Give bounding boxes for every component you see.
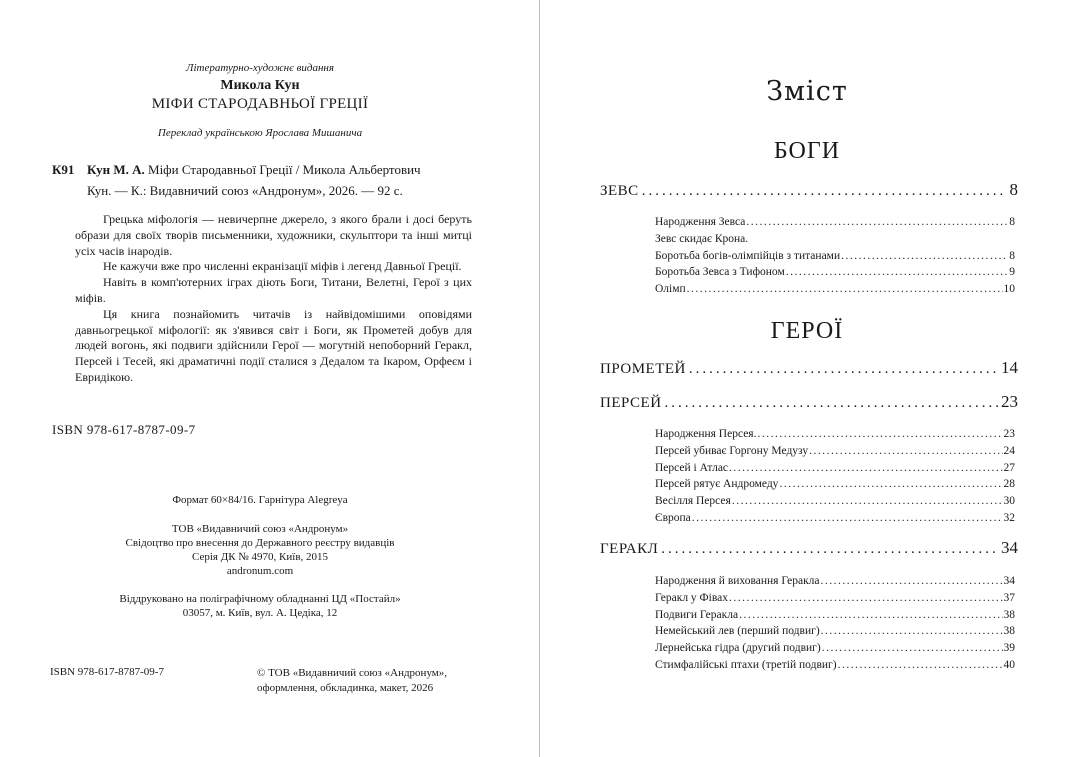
- subentry-title: Європа: [655, 511, 691, 524]
- subentry-title: Олімп: [655, 283, 686, 296]
- printer-line: Віддруковано на поліграфічному обладнанні ЦД «Постайл»: [119, 593, 401, 605]
- toc-subentry[interactable]: [655, 625, 1015, 642]
- toc-entry-title: ЗЕВС: [600, 183, 639, 199]
- abstract-paragraph: Грецька міфологія — невичерпне джерело, з якого брали і досі беруть образи для своїх творів письменники, художники, скульптори та інші митці усіх часів інародів.: [75, 212, 472, 258]
- subentry-title: Персей і Атлас: [655, 461, 729, 474]
- dot-leader: [687, 283, 1003, 295]
- subentry-title: Боротьба богів-олімпійців з титанами: [655, 249, 841, 262]
- toc-entry-perseus[interactable]: [600, 392, 1018, 412]
- subentry-title: Зевс скидає Крона.: [655, 232, 749, 245]
- dot-leader: [838, 659, 1003, 671]
- subentry-page: 39: [1003, 642, 1015, 655]
- subentry-title: Стимфалійські птахи (третій подвиг): [655, 658, 837, 671]
- author-name: Микола Кун: [220, 78, 300, 93]
- section-heading-gods: БОГИ: [773, 138, 841, 164]
- toc-sublist-perseus: [655, 428, 1015, 529]
- isbn: ISBN 978-617-8787-09-7: [52, 422, 196, 437]
- catalog-line-2: Кун. — К.: Видавничий союз «Андронум», 2026. — 92 с.: [87, 183, 403, 198]
- toc-subentry[interactable]: [655, 575, 1015, 592]
- toc-subentry[interactable]: [655, 283, 1015, 300]
- subentry-page: 9: [1009, 266, 1015, 279]
- subentry-page: 30: [1003, 495, 1015, 508]
- dot-leader: [739, 609, 1002, 621]
- abstract-paragraph: Не кажучи вже про численні екранізації міфів і легенд Давньої Греції.: [103, 259, 462, 274]
- dot-leader: [822, 642, 1003, 654]
- toc-entry-page: 8: [1009, 180, 1018, 199]
- format-info: Формат 60×84/16. Гарнітура Alegreya: [172, 494, 348, 506]
- subentry-page: 40: [1003, 658, 1015, 671]
- copyright-notice: [257, 666, 447, 696]
- dot-leader: [821, 625, 1003, 637]
- toc-subentry[interactable]: [655, 216, 1015, 233]
- dot-leader: [729, 592, 1003, 604]
- subentry-title: Весілля Персея: [655, 495, 731, 508]
- isbn-footer: ISBN 978-617-8787-09-7: [50, 666, 164, 678]
- printer-info: [0, 592, 520, 620]
- toc-subentry[interactable]: [655, 592, 1015, 609]
- dot-leader: [821, 575, 1003, 587]
- dot-leader: [689, 361, 998, 378]
- subentry-title: Народження Персея.: [655, 428, 757, 440]
- catalog-line-1: [87, 161, 421, 179]
- publisher-website: andronum.com: [226, 565, 294, 577]
- contents-page: [541, 0, 1073, 757]
- toc-subentry[interactable]: [655, 462, 1015, 479]
- toc-subentry[interactable]: [655, 478, 1015, 495]
- catalog-title: Міфи Стародавньої Греції / Микола Альбертович: [144, 162, 421, 177]
- subentry-title: Геракл у Фівах: [655, 591, 728, 604]
- publisher-line: Серія ДК № 4970, Київ, 2015: [191, 551, 329, 563]
- subentry-title: Немейський лев (перший подвиг): [655, 625, 820, 638]
- toc-entry-title: ПЕРСЕЙ: [600, 395, 662, 411]
- dot-leader: [665, 395, 998, 412]
- copyright-line: © ТОВ «Видавничий союз «Андронум»,: [257, 667, 448, 679]
- toc-subentry[interactable]: [655, 233, 1015, 250]
- subentry-page: 8: [1009, 249, 1015, 262]
- dot-leader: [841, 250, 1008, 262]
- toc-subentry[interactable]: [655, 250, 1015, 267]
- dot-leader: [809, 445, 1002, 457]
- subentry-page: 37: [1003, 591, 1015, 604]
- subentry-title: Боротьба Зевса з Тифоном: [655, 266, 785, 279]
- abstract: [75, 212, 472, 386]
- toc-sublist-heracles: [655, 575, 1015, 676]
- toc-entry-page: 23: [1001, 392, 1018, 411]
- copyright-line: оформлення, обкладинка, макет, 2026: [257, 682, 434, 694]
- subentry-page: 8: [1009, 216, 1015, 228]
- dot-leader: [779, 478, 1002, 490]
- dot-leader: [729, 462, 1002, 474]
- subentry-title: Народження Зевса: [655, 216, 746, 228]
- subentry-title: Персей убиває Горгону Медузу: [655, 444, 809, 457]
- printer-line: 03057, м. Київ, вул. А. Цедіка, 12: [182, 607, 338, 619]
- subentry-title: Лернейська гідра (другий подвиг): [655, 642, 821, 655]
- subentry-title: Подвиги Геракла: [655, 608, 739, 621]
- subentry-page: 28: [1003, 478, 1015, 491]
- toc-entry-page: 34: [1001, 538, 1018, 557]
- toc-subentry[interactable]: [655, 495, 1015, 512]
- toc-subentry[interactable]: [655, 512, 1015, 529]
- subentry-page: 32: [1003, 511, 1015, 524]
- translator-credit: Переклад українською Ярослава Мишанича: [157, 127, 363, 139]
- toc-entry-page: 14: [1001, 358, 1018, 377]
- edition-type: Літературно-художнє видання: [186, 62, 334, 74]
- toc-subentry[interactable]: [655, 266, 1015, 283]
- abstract-paragraph: Ця книга познайомить читачів із найвідомішими оповідями давньогрецької міфології: як з'явився світ і Боги, як Прометей добув для людей вогонь, які подвиги здійснили Герої — могутній непоборний Геракл, Персей і Тесей, які драматичні події сталися з Дедалом та Ікаром, Орфеєм і Евридікою.: [75, 306, 472, 384]
- subentry-page: 38: [1003, 608, 1015, 621]
- subentry-page: 23: [1003, 428, 1015, 440]
- toc-subentry[interactable]: [655, 445, 1015, 462]
- dot-leader: [786, 266, 1009, 278]
- toc-subentry[interactable]: [655, 609, 1015, 626]
- dot-leader: [746, 216, 1008, 228]
- subentry-page: 10: [1003, 283, 1015, 296]
- dot-leader: [661, 541, 998, 558]
- toc-subentry[interactable]: [655, 659, 1015, 676]
- dot-leader: [692, 512, 1003, 524]
- publisher-line: ТОВ «Видавничий союз «Андронум»: [171, 523, 349, 535]
- subentry-page: 27: [1003, 461, 1015, 474]
- toc-subentry[interactable]: [655, 642, 1015, 659]
- dot-leader: [732, 495, 1003, 507]
- publisher-line: Свідоцтво про внесення до Державного реєстру видавців: [125, 537, 395, 549]
- catalog-author: Кун М. А.: [87, 162, 145, 177]
- publisher-info: [0, 522, 520, 578]
- catalog-code: К91: [52, 162, 75, 177]
- toc-sublist-zeus: [655, 216, 1015, 300]
- dot-leader: [757, 428, 1002, 440]
- toc-entry-zeus[interactable]: [600, 180, 1018, 200]
- subentry-title: Народження й виховання Геракла: [655, 575, 820, 587]
- toc-subentry[interactable]: [655, 428, 1015, 445]
- dot-leader: [642, 183, 1007, 200]
- toc-entry-prometheus[interactable]: [600, 358, 1018, 378]
- toc-entry-title: ПРОМЕТЕЙ: [600, 361, 686, 377]
- subentry-title: Персей рятує Андромеду: [655, 478, 779, 491]
- toc-title: Зміст: [766, 76, 848, 107]
- toc-entry-heracles[interactable]: [600, 538, 1018, 558]
- subentry-page: 38: [1003, 625, 1015, 638]
- section-heading-heroes: ГЕРОЇ: [770, 318, 844, 344]
- book-title: МІФИ СТАРОДАВНЬОЇ ГРЕЦІЇ: [151, 96, 369, 112]
- abstract-paragraph: Навіть в комп'ютерних іграх діють Боги, Титани, Велетні, Герої з цих міфів.: [75, 275, 472, 305]
- subentry-page: 34: [1003, 575, 1015, 587]
- page-gutter-divider: [539, 0, 540, 757]
- toc-entry-title: ГЕРАКЛ: [600, 541, 659, 557]
- subentry-page: 24: [1003, 444, 1015, 457]
